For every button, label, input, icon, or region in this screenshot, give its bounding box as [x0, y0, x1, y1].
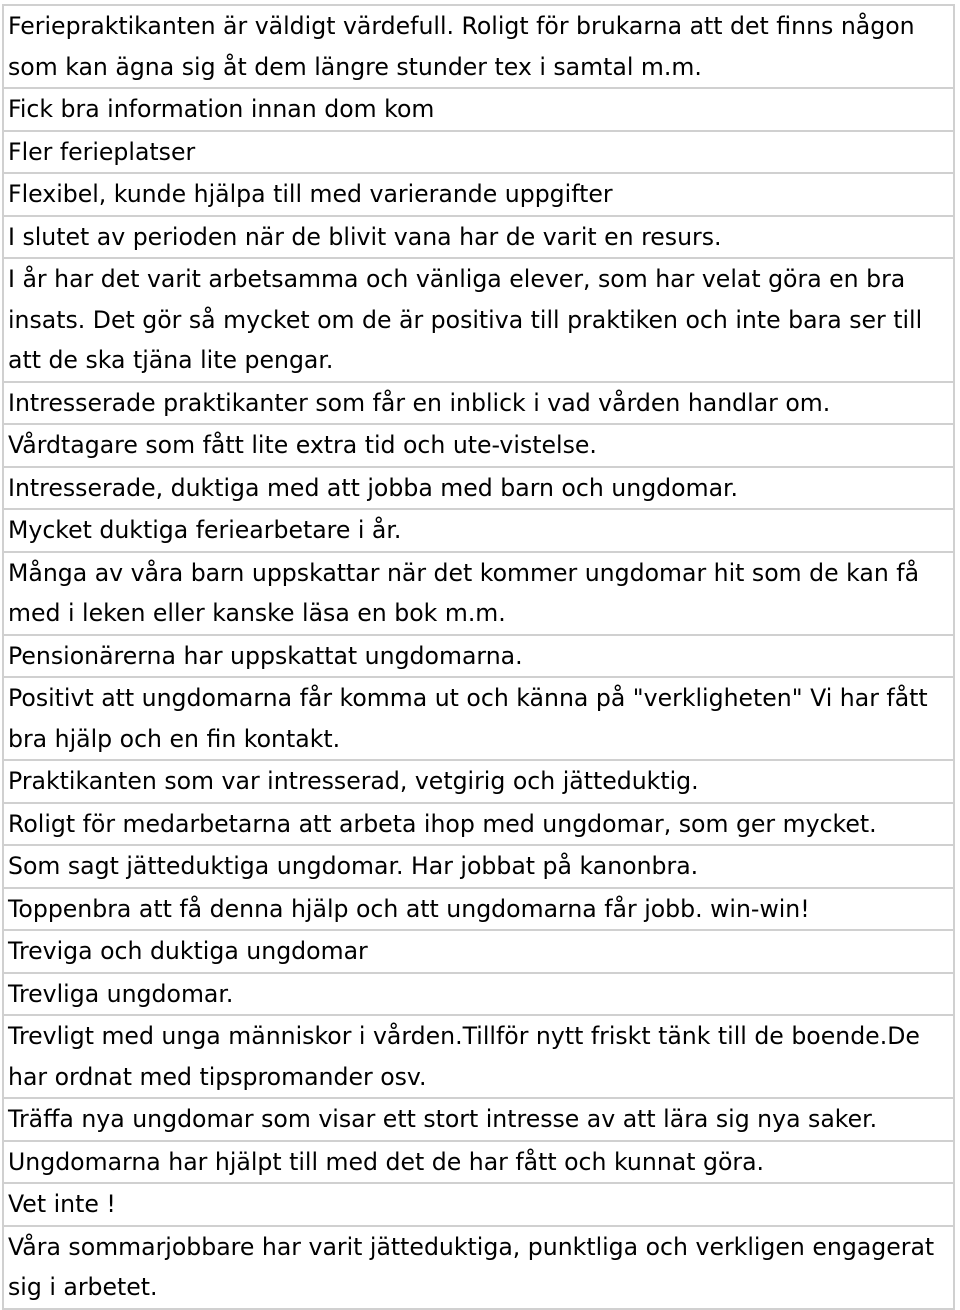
comment-text: Treviga och duktiga ungdomar	[8, 937, 368, 965]
comment-row	[4, 846, 953, 889]
comment-row	[4, 761, 953, 804]
comment-row	[4, 974, 953, 1017]
comment-text: Intresserade, duktiga med att jobba med barn och ungdomar.	[8, 473, 739, 502]
comment-row	[4, 6, 953, 89]
comment-row	[4, 804, 953, 847]
comment-text: Trevliga ungdomar.	[8, 979, 234, 1008]
comment-row	[4, 553, 953, 636]
comment-row	[4, 1099, 953, 1142]
comment-row	[4, 259, 953, 383]
comment-text: I år har det varit arbetsamma och vänliga elever, som har velat göra en bra insats. Det gör så mycket om de är positiva till praktiken och inte bara ser till att de ska tjäna lite pengar.	[8, 265, 930, 374]
comment-text: Feriepraktikanten är väldigt värdefull. Roligt för brukarna att det finns någon som kan ägna sig åt dem längre stunder tex i samtal m.m.	[8, 12, 923, 81]
comment-row	[4, 1227, 953, 1310]
comment-text: Pensionärerna har uppskattat ungdomarna.	[8, 641, 523, 670]
comments-table	[2, 4, 955, 1310]
comment-text: Positivt att ungdomarna får komma ut och känna på "verkligheten" Vi har fått bra hjälp och en fin kontakt.	[8, 684, 936, 753]
comment-text: Ungdomarna har hjälpt till med det de har fått och kunnat göra.	[8, 1147, 765, 1176]
comment-text: I slutet av perioden när de blivit vana har de varit en resurs.	[8, 222, 722, 251]
comment-row	[4, 217, 953, 260]
comment-text: Roligt för medarbetarna att arbeta ihop med ungdomar, som ger mycket.	[8, 809, 877, 838]
comment-text: Som sagt jätteduktiga ungdomar. Har jobbat på kanonbra.	[8, 852, 699, 880]
comment-text: Vet inte !	[8, 1190, 116, 1218]
comment-text: Vårdtagare som fått lite extra tid och ute-vistelse.	[8, 431, 597, 459]
comment-row	[4, 174, 953, 217]
comment-row	[4, 383, 953, 426]
comment-text: Våra sommarjobbare har varit jätteduktiga, punktliga och verkligen engagerat sig i arbetet.	[8, 1232, 942, 1301]
comment-text: Träffa nya ungdomar som visar ett stort intresse av att lära sig nya saker.	[8, 1105, 878, 1133]
comment-row	[4, 889, 953, 932]
comment-row	[4, 425, 953, 468]
comment-text: Fick bra information innan dom kom	[8, 95, 435, 123]
comment-text: Trevligt med unga människor i vården.Tillför nytt friskt tänk till de boende.De har ordnat med tipspromander osv.	[8, 1022, 928, 1091]
comment-row	[4, 132, 953, 175]
comment-text: Många av våra barn uppskattar när det kommer ungdomar hit som de kan få med i leken eller kanske läsa en bok m.m.	[8, 558, 927, 627]
comment-row	[4, 1016, 953, 1099]
comment-row	[4, 931, 953, 974]
comment-text: Intresserade praktikanter som får en inblick i vad vården handlar om.	[8, 388, 831, 417]
comment-row	[4, 89, 953, 132]
comment-row	[4, 636, 953, 679]
comment-row	[4, 510, 953, 553]
comment-text: Flexibel, kunde hjälpa till med varierande uppgifter	[8, 180, 613, 208]
comment-row	[4, 1184, 953, 1227]
comment-text: Fler ferieplatser	[8, 137, 196, 166]
comment-text: Praktikanten som var intresserad, vetgirig och jätteduktig.	[8, 767, 699, 795]
comment-text: Mycket duktiga feriearbetare i år.	[8, 516, 402, 544]
comment-row	[4, 1142, 953, 1185]
comment-row	[4, 678, 953, 761]
comment-text: Toppenbra att få denna hjälp och att ungdomarna får jobb. win-win!	[8, 894, 810, 923]
comment-row	[4, 468, 953, 511]
